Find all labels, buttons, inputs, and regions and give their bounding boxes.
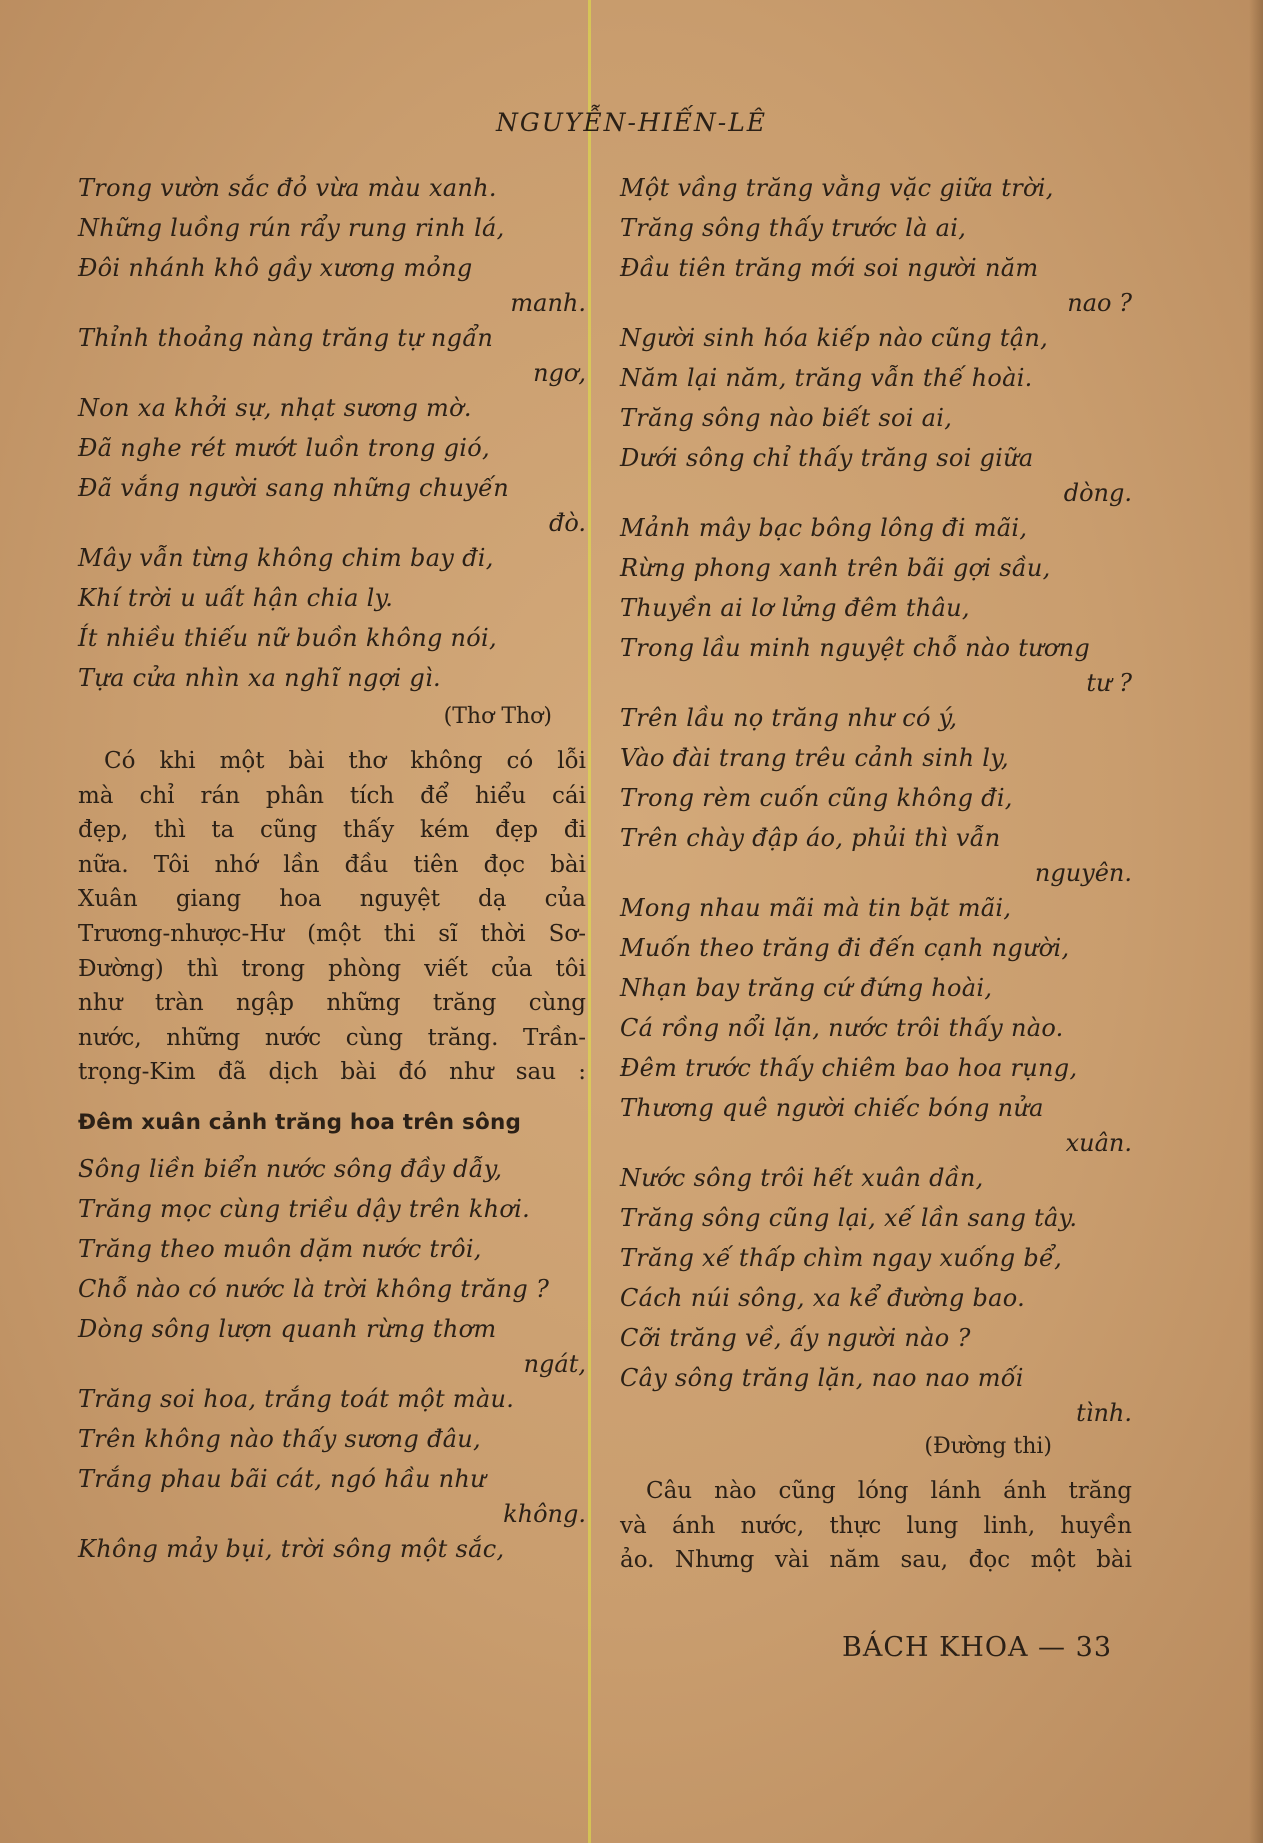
right-column [620,168,1132,1578]
poem-line: Trăng sông cũng lại, xế lần sang tây. [620,1204,1078,1232]
poem-line: Trong vườn sắc đỏ vừa màu xanh. [78,174,497,202]
poem-line: Những luồng rún rẩy rung rinh lá, [78,214,505,242]
poem-line: Trăng soi hoa, trắng toát một màu. [78,1384,515,1413]
poem-line: Tựa cửa nhìn xa nghĩ ngợi gì. [78,664,441,692]
poem-line: Mảnh mây bạc bông lông đi mãi, [620,514,1028,542]
prose-line: nữa. Tôi nhớ lần đầu tiên đọc bài [78,851,586,878]
poem-line: Trăng xế thấp chìm ngay xuống bể, [620,1244,1063,1272]
poem-line: Đêm trước thấy chiêm bao hoa rụng, [620,1054,1078,1082]
poem-translation-right [620,168,1132,1428]
poem-line: Mong nhau mãi mà tin bặt mãi, [620,894,1012,922]
poem-line: Trong rèm cuốn cũng không đi, [620,784,1013,812]
poem-line: Sông liền biển nước sông đầy dẫy, [78,1154,503,1183]
prose-line: Câu nào cũng lóng lánh ánh trăng [646,1478,1132,1504]
poem-line: Trên lầu nọ trăng như có ý, [620,704,958,732]
poem-line: Mây vẫn từng không chim bay đi, [78,544,494,572]
poem-line: Năm lại năm, trăng vẫn thế hoài. [620,364,1033,392]
poem-line-continuation: không. [503,1499,586,1528]
poem-line: Ít nhiều thiếu nữ buồn không nói, [78,624,497,652]
poem-line: Vào đài trang trêu cảnh sinh ly, [620,744,1009,772]
poem-line-continuation: tư ? [1086,669,1132,697]
poem-line: Cách núi sông, xa kể đường bao. [620,1284,1026,1312]
prose-line: Có khi một bài thơ không có lỗi [104,748,586,774]
poem-line: Dưới sông chỉ thấy trăng soi giữa [620,444,1034,472]
poem-line-continuation: xuân. [1065,1129,1132,1157]
poem-line: Cỡi trăng về, ấy người nào ? [620,1324,971,1352]
prose-line: Đường) thì trong phòng viết của tôi [78,955,586,982]
poem-line: Không mảy bụi, trời sông một sắc, [78,1534,505,1563]
prose-line: mà chỉ rán phân tích để hiểu cái [78,782,586,809]
poem-line: Đã nghe rét mướt luồn trong gió, [78,434,490,462]
poem-line: Đầu tiên trăng mới soi người năm [620,254,1039,282]
prose-paragraph [620,1474,1132,1578]
poem-line: Thương quê người chiếc bóng nửa [620,1094,1044,1122]
poem-line: Nước sông trôi hết xuân dần, [620,1164,984,1192]
prose-line: như tràn ngập những trăng cùng [78,990,586,1017]
poem-title: Đêm xuân cảnh trăng hoa trên sông [78,1109,522,1135]
poem-line: Dòng sông lượn quanh rừng thơm [78,1314,497,1343]
running-head: NGUYỄN-HIẾN-LÊ [495,108,768,137]
page-edge-shadow [1249,0,1263,1843]
poem-line: Trăng sông nào biết soi ai, [620,404,953,432]
poem-line: Non xa khởi sự, nhạt sương mờ. [78,394,472,422]
poem-line: Thuyền ai lơ lửng đêm thâu, [620,594,970,622]
poem-line-continuation: đò. [548,509,586,537]
prose-line: nước, những nước cùng trăng. Trần- [78,1024,586,1051]
poem-line: Trong lầu minh nguyệt chỗ nào tương [620,634,1091,662]
poem-line: Trăng mọc cùng triều dậy trên khơi. [78,1194,531,1223]
poem-line-continuation: tình. [1076,1399,1132,1427]
poem-line: Đã vắng người sang những chuyến [78,474,509,502]
poem-source: (Thơ Thơ) [443,704,552,729]
prose-paragraph [78,744,586,1090]
poem-line: Người sinh hóa kiếp nào cũng tận, [620,324,1049,352]
poem-line: Trắng phau bãi cát, ngó hầu như [78,1464,486,1493]
column-divider [588,0,591,1843]
poem-line: Trên không nào thấy sương đâu, [78,1424,481,1453]
prose-line: Trương-nhược-Hư (một thi sĩ thời Sơ- [78,920,586,947]
poem-line-continuation: nguyên. [1034,859,1132,887]
poem-line-continuation: dòng. [1063,479,1132,507]
poem-line: Trên chày đập áo, phủi thì vẫn [620,824,1001,852]
poem-line-continuation: ngơ, [533,359,586,387]
poem-line: Đôi nhánh khô gầy xương mỏng [78,254,473,282]
poem-line: Một vầng trăng vằng vặc giữa trời, [620,174,1054,202]
poem-line: Nhạn bay trăng cứ đứng hoài, [620,974,993,1002]
left-column [78,168,586,1569]
poem-line: Thỉnh thoảng nàng trăng tự ngẩn [78,324,494,352]
prose-line: ảo. Nhưng vài năm sau, đọc một bài [620,1547,1132,1574]
poem-line-continuation: manh. [510,289,586,317]
poem-line: Cây sông trăng lặn, nao nao mối [620,1364,1024,1392]
poem-line-continuation: nao ? [1067,289,1132,317]
poem-line: Chỗ nào có nước là trời không trăng ? [78,1274,550,1303]
prose-line: trọng-Kim đã dịch bài đó như sau : [78,1059,586,1086]
prose-line: đẹp, thì ta cũng thấy kém đẹp đi [78,817,586,844]
poem-line: Muốn theo trăng đi đến cạnh người, [620,934,1070,962]
poem-line: Trăng sông thấy trước là ai, [620,214,967,242]
prose-line: Xuân giang hoa nguyệt dạ của [78,886,586,913]
poem-line: Cá rồng nổi lặn, nước trôi thấy nào. [620,1014,1064,1042]
prose-line: và ánh nước, thực lung linh, huyền [620,1512,1132,1539]
poem-stanza-left [78,168,586,698]
poem-line-continuation: ngát, [523,1349,586,1378]
poem-line: Trăng theo muôn dặm nước trôi, [78,1234,482,1263]
page-footer: BÁCH KHOA — 33 [842,1632,1112,1663]
poem-source: (Đường thi) [924,1434,1052,1459]
poem-line: Rừng phong xanh trên bãi gợi sầu, [620,554,1051,582]
poem-line: Khí trời u uất hận chia ly. [78,584,394,612]
poem-translation-left [78,1149,586,1569]
